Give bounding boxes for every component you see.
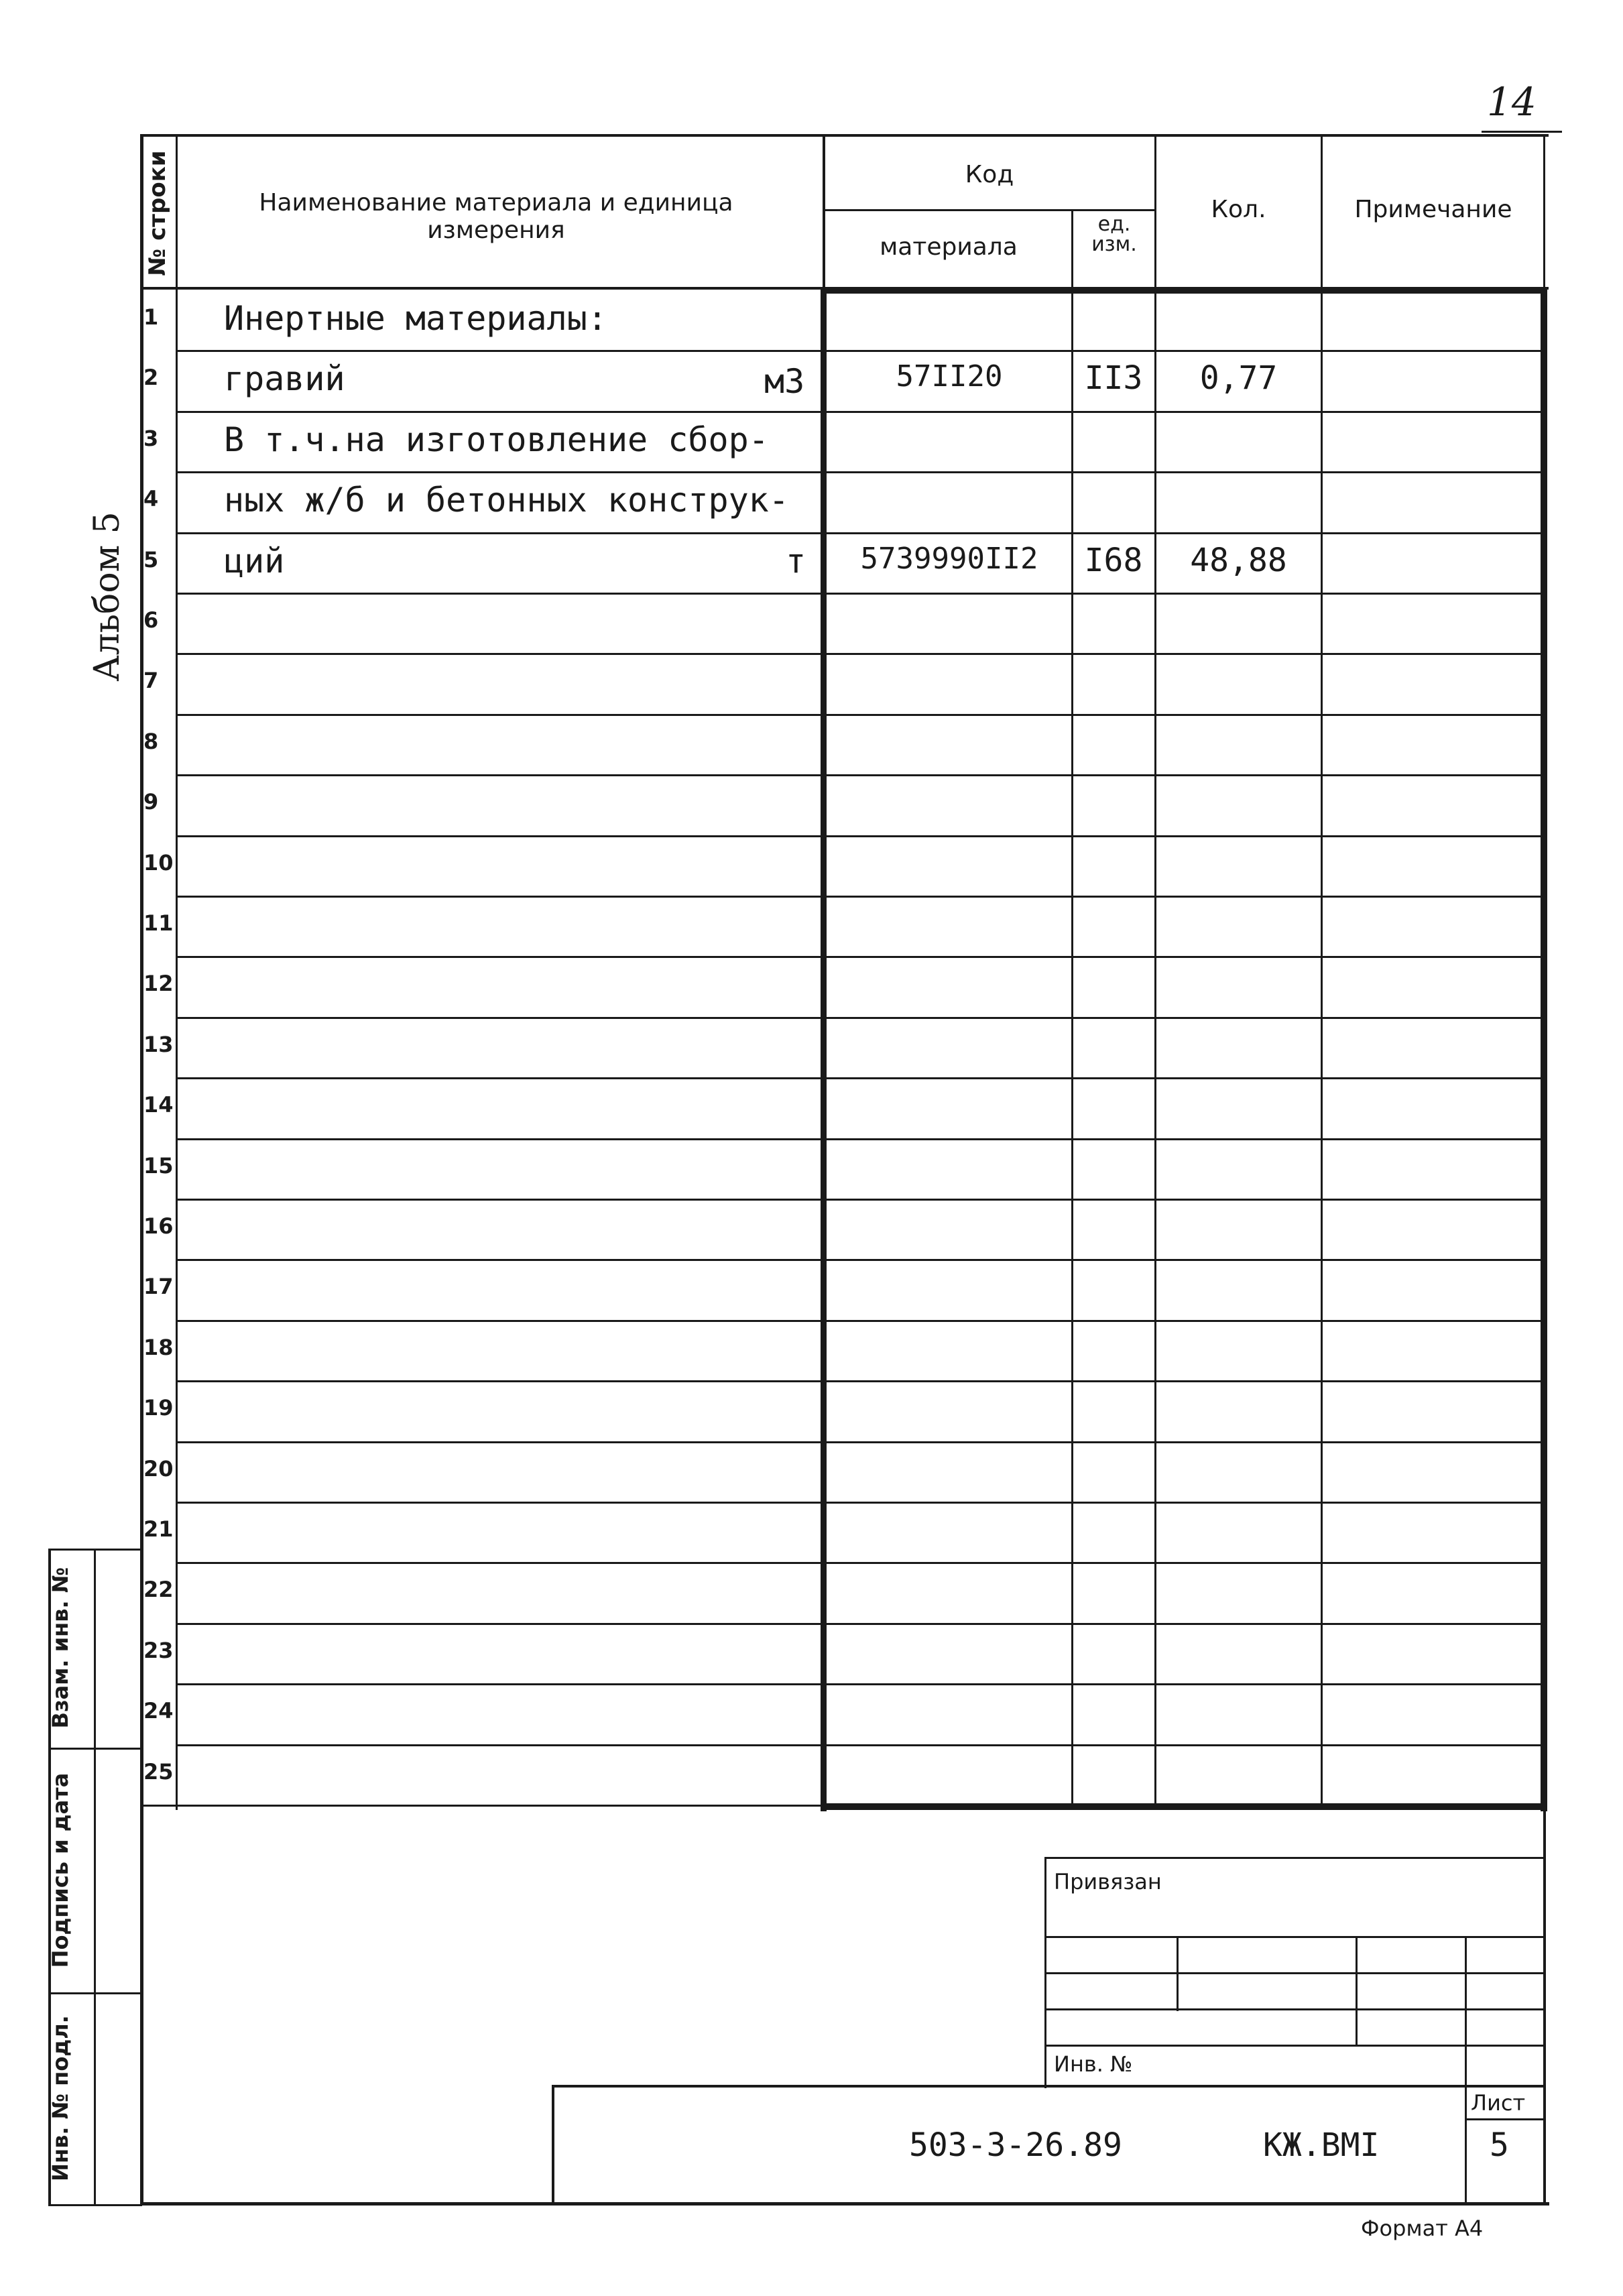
row-number: 23 (143, 1638, 174, 1663)
header-note: Примечание (1354, 196, 1512, 223)
row-number: 6 (143, 607, 159, 633)
row-divider (176, 1077, 1543, 1079)
row-2-name: гравий (224, 359, 345, 398)
row-2-code: 57II20 (896, 359, 1003, 394)
row-divider (176, 1138, 1543, 1140)
side-replaced-inv: Взам. инв. № (48, 1567, 73, 1729)
row-divider (176, 714, 1543, 716)
page-number: 14 (1487, 79, 1537, 125)
inv-no-label: Инв. № (1054, 2051, 1133, 2077)
row-number: 14 (143, 1092, 174, 1117)
row-number: 4 (143, 486, 159, 511)
row-number: 7 (143, 668, 159, 693)
row-5-unit: т (786, 542, 806, 581)
row-number: 17 (143, 1274, 174, 1299)
sheet-label: Лист (1471, 2090, 1526, 2116)
row-3-name: В т.ч.на изготовление сбор- (224, 420, 769, 459)
row-2-unit-code: II3 (1084, 359, 1143, 397)
row-divider (176, 1380, 1543, 1382)
header-row-number: № строки (144, 150, 171, 276)
row-5-name: ций (224, 542, 285, 581)
row-number: 20 (143, 1456, 174, 1482)
row-number: 25 (143, 1759, 174, 1785)
header-code: Код (965, 161, 1014, 188)
row-divider (176, 1259, 1543, 1261)
row-divider (176, 471, 1543, 473)
row-number: 24 (143, 1698, 174, 1724)
row-5-qty: 48,88 (1190, 542, 1287, 579)
row-divider (176, 1683, 1543, 1685)
header-quantity: Кол. (1211, 196, 1266, 223)
row-divider (176, 1502, 1543, 1504)
linked-label: Привязан (1054, 1869, 1162, 1894)
header-name: Наименование материала и единица измерения (259, 189, 733, 245)
row-number: 21 (143, 1516, 174, 1542)
header-material: материала (880, 233, 1018, 261)
row-divider (176, 835, 1543, 837)
row-divider (176, 593, 1543, 595)
row-divider (176, 896, 1543, 898)
row-divider (176, 1441, 1543, 1443)
row-5-unit-code: I68 (1084, 542, 1143, 579)
row-number: 9 (143, 789, 159, 814)
row-number: 2 (143, 365, 159, 390)
row-number: 22 (143, 1577, 174, 1602)
side-signature-date: Подпись и дата (48, 1772, 73, 1968)
doc-code: 503-3-26.89 (909, 2126, 1122, 2164)
row-number: 19 (143, 1395, 174, 1421)
row-5-code: 5739990II2 (860, 542, 1038, 576)
row-divider (176, 1623, 1543, 1625)
row-number: 1 (143, 304, 159, 330)
row-divider (176, 411, 1543, 413)
row-divider (176, 350, 1543, 352)
row-number: 8 (143, 729, 159, 754)
row-divider (176, 653, 1543, 655)
row-divider (176, 1017, 1543, 1019)
row-4-name: ных ж/б и бетонных конструк- (224, 481, 789, 520)
row-2-unit: м3 (764, 362, 805, 401)
row-number: 11 (143, 910, 174, 936)
row-1-name: Инертные материалы: (224, 299, 607, 338)
row-divider (176, 1562, 1543, 1564)
doc-mark: КЖ.ВМI (1263, 2126, 1380, 2164)
row-number: 10 (143, 850, 174, 875)
row-2-qty: 0,77 (1199, 359, 1278, 397)
row-number: 16 (143, 1213, 174, 1239)
sheet-number: 5 (1490, 2126, 1509, 2164)
side-inv-original: Инв. № подл. (48, 2015, 73, 2181)
row-number: 5 (143, 547, 159, 572)
row-divider (176, 1744, 1543, 1746)
row-number: 3 (143, 426, 159, 451)
row-number: 18 (143, 1335, 174, 1360)
row-number: 12 (143, 971, 174, 996)
row-divider (176, 1199, 1543, 1201)
row-divider (176, 1320, 1543, 1322)
album-label: Альбом 5 (87, 511, 127, 682)
page-number-underline (1482, 131, 1562, 133)
row-number: 13 (143, 1032, 174, 1057)
header-unit: ед. изм. (1091, 213, 1137, 256)
row-number: 15 (143, 1153, 174, 1179)
row-divider (176, 532, 1543, 534)
format-label: Формат А4 (1361, 2216, 1484, 2241)
row-divider (176, 774, 1543, 776)
row-divider (176, 956, 1543, 958)
